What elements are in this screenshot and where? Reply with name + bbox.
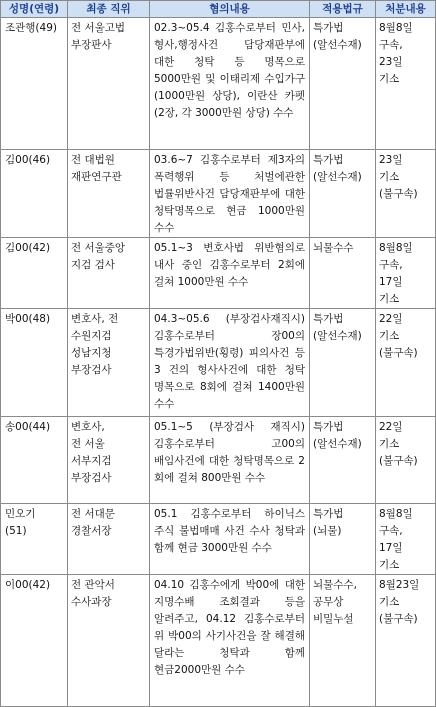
cell-allegation: 05.1~5 (부장검사 재직시)김홍수로부터 고00의 배임사건에 대한 청탁명목으로 2 회에 걸쳐 800만원 수수 — [150, 417, 310, 504]
cell-position: 전 서울중앙 지검 검사 — [68, 238, 150, 309]
cell-law: 특가법 (알선수재) — [310, 309, 376, 417]
cell-position: 변호사, 전 서울 서부지검 부장검사 — [68, 417, 150, 504]
cell-disposition: 22일 기소 (불구속) — [376, 309, 436, 417]
cell-allegation: 03.6~7 김홍수로부터 제3자의 폭력행위 등 처벌에관한 법률위반사건 담당재판부에 대한 청탁명목으로 현금 1000만원 수수 — [150, 150, 310, 238]
cell-name: 박00(48) — [1, 309, 68, 417]
cell-position: 전 대법원 재판연구관 — [68, 150, 150, 238]
cell-name: 김00(42) — [1, 238, 68, 309]
table-row — [1, 150, 436, 238]
table-row — [1, 417, 436, 504]
table-row — [1, 575, 436, 707]
header-disposition: 처분내용 — [376, 1, 436, 18]
cell-name: 민오기 (51) — [1, 504, 68, 575]
cell-disposition: 8월8일 구속, 17일 기소 — [376, 504, 436, 575]
cell-position: 전 관악서 수사과장 — [68, 575, 150, 707]
cell-allegation: 02.3~05.4 김홍수로부터 민사,형사,행정사건 담당재판부에 대한 청탁 등 명목으로 5000만원 및 이태리제 수입가구(1000만원 상당), 이란산 카펫(2장, 각 3000만원 상당) 수수 — [150, 18, 310, 150]
header-row — [1, 1, 436, 18]
cell-allegation: 05.1 김홍수로부터 하이닉스 주식 불법매매 사건 수사 청탁과 함께 현금 3000만원 수수 — [150, 504, 310, 575]
cell-allegation: 05.1~3 변호사법 위반혐의로 내사 중인 김홍수로부터 2회에 걸쳐 1000만원 수수 — [150, 238, 310, 309]
cell-allegation: 04.10 김홍수에게 박00에 대한 지명수배 조회결과 등을 알려주고, 04.12 김홍수로부터 위 박00의 사기사건을 잘 해결해 달라는 청탁과 함께 현금2000만원 수수 — [150, 575, 310, 707]
cell-disposition: 23일 기소 (불구속) — [376, 150, 436, 238]
table-row — [1, 504, 436, 575]
cell-disposition: 8월8일 구속, 17일 기소 — [376, 238, 436, 309]
header-position: 최종 직위 — [68, 1, 150, 18]
table-row — [1, 18, 436, 150]
header-allegation: 혐의내용 — [150, 1, 310, 18]
table-row — [1, 309, 436, 417]
cell-name: 김00(46) — [1, 150, 68, 238]
header-law: 적용법규 — [310, 1, 376, 18]
cell-law: 특가법 (알선수재) — [310, 417, 376, 504]
header-name: 성명(연령) — [1, 1, 68, 18]
cell-position: 변호사, 전 수원지검 성남지청 부장검사 — [68, 309, 150, 417]
cell-disposition: 22일 기소 (불구속) — [376, 417, 436, 504]
cell-name: 송00(44) — [1, 417, 68, 504]
cell-law: 특가법 (알선수재) — [310, 150, 376, 238]
cell-law: 특가법 (알선수재) — [310, 18, 376, 150]
cell-position: 전 서대문 경찰서장 — [68, 504, 150, 575]
cell-law: 뇌물수수, 공무상 비밀누설 — [310, 575, 376, 707]
cell-allegation: 04.3~05.6 (부장검사재직시) 김홍수로부터 장00의 특경가법위반(횡령) 피의사건 등 3 건의 형사사건에 대한 청탁 명목으로 8회에 걸쳐 1400만원 수수 — [150, 309, 310, 417]
cell-law: 특가법 (뇌물) — [310, 504, 376, 575]
cell-position: 전 서울고법 부장판사 — [68, 18, 150, 150]
cell-name: 이00(42) — [1, 575, 68, 707]
cell-disposition: 8월23일 기소 (불구속) — [376, 575, 436, 707]
table-row — [1, 238, 436, 309]
cell-law: 뇌물수수 — [310, 238, 376, 309]
cell-disposition: 8월8일 구속, 23일 기소 — [376, 18, 436, 150]
cell-name: 조관행(49) — [1, 18, 68, 150]
